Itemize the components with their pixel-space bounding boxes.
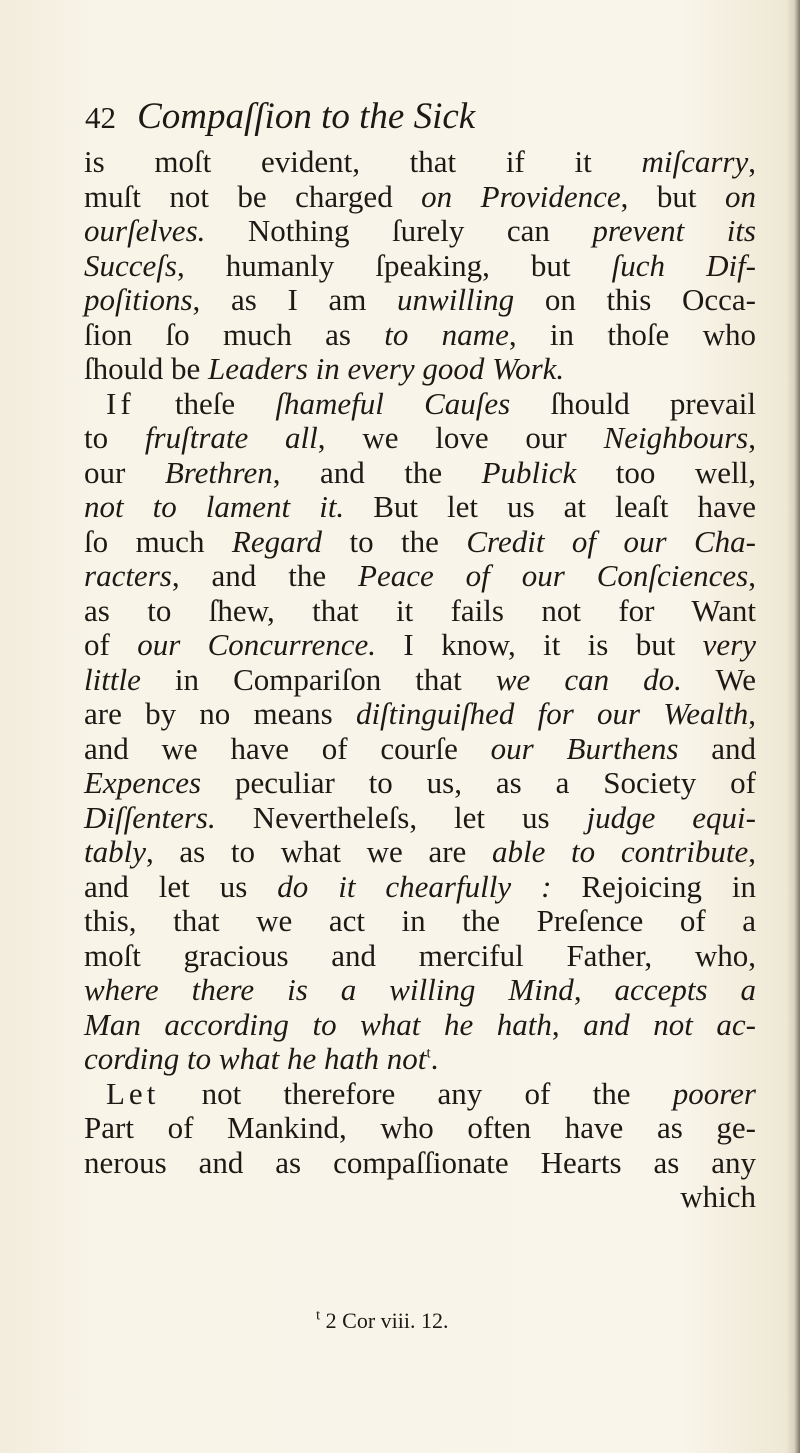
- text-line: [84, 663, 756, 698]
- running-head: [85, 95, 745, 145]
- text-line-rest: [159, 1076, 756, 1111]
- roman-run: ,: [748, 144, 756, 179]
- roman-run: muſt not be charged: [84, 178, 422, 214]
- text-line: [84, 249, 756, 284]
- italic-run: on Providence: [421, 178, 621, 214]
- text-line: [84, 1042, 756, 1077]
- roman-run: , and the: [171, 558, 359, 593]
- italic-run: Peace of our Conſciences: [358, 558, 749, 593]
- roman-run: ſo much: [84, 523, 232, 559]
- roman-run: theſe: [134, 385, 276, 421]
- italic-run: very: [702, 627, 757, 662]
- roman-run: nerous and as compaſſionate Hearts as any: [84, 1144, 756, 1180]
- italic-run: little: [84, 661, 141, 697]
- roman-run: ,: [748, 696, 756, 731]
- roman-run: ſhould prevail: [510, 385, 757, 421]
- roman-run: which: [680, 1179, 756, 1214]
- text-line: [84, 628, 756, 663]
- italic-run: able to contribute: [492, 834, 749, 869]
- footnote-marker: t: [316, 1307, 321, 1324]
- text-line: [84, 318, 756, 353]
- italic-run: Succeſs: [84, 247, 177, 283]
- roman-run: in Compariſon that: [140, 661, 496, 697]
- roman-run: , we love our: [317, 420, 604, 455]
- paragraph-start: [84, 387, 756, 422]
- text-line: [84, 525, 756, 560]
- page-number: 42: [85, 100, 116, 135]
- italic-run: Publick: [481, 454, 577, 490]
- roman-run: moſt gracious and merciful Father, who,: [84, 937, 756, 973]
- roman-run: , as I am: [192, 282, 398, 317]
- roman-run: ,: [551, 1006, 584, 1042]
- italic-run: where there is a willing Mind: [84, 972, 574, 1007]
- text-line: [84, 421, 756, 456]
- text-line: [84, 352, 756, 387]
- italic-run: we can do.: [495, 661, 682, 697]
- roman-run: , in thoſe who: [508, 316, 756, 352]
- italic-run: unwilling: [397, 282, 515, 317]
- italic-run: our Burthens: [490, 730, 679, 766]
- roman-run: of: [84, 627, 138, 662]
- text-line: [84, 214, 756, 249]
- italic-run: diſtinguiſhed for our Wealth: [355, 696, 749, 731]
- roman-run: ſion ſo much as: [84, 316, 385, 352]
- italic-run: ſhameful Cauſes: [275, 385, 511, 421]
- italic-run: poorer: [672, 1075, 756, 1111]
- roman-run: , but: [620, 178, 725, 214]
- roman-run: this, that we act in the Preſence of a: [84, 903, 756, 938]
- text-line: [84, 1008, 756, 1043]
- italic-run: our Concurrence.: [137, 627, 377, 662]
- italic-run: miſcarry: [641, 144, 749, 179]
- running-title: Compaſſion to the Sick: [137, 96, 476, 137]
- small-caps-lead: Let: [106, 1075, 160, 1111]
- italic-run: accepts a: [614, 972, 756, 1007]
- roman-run: peculiar to us, as a Society of: [201, 765, 756, 800]
- roman-run: on this Occa-: [514, 282, 756, 317]
- roman-run: ſhould be: [84, 351, 208, 386]
- italic-run: on: [724, 178, 756, 214]
- italic-run: poſitions: [84, 282, 193, 317]
- roman-run: and let us: [84, 868, 278, 904]
- italic-run: fruſtrate all: [144, 420, 318, 455]
- text-line: [84, 801, 756, 836]
- roman-run: Part of Mankind, who often have as ge-: [84, 1110, 756, 1145]
- italic-run: tably: [84, 834, 146, 869]
- text-line: [84, 835, 756, 870]
- roman-run: to the: [322, 523, 467, 559]
- text-line: [84, 1111, 756, 1146]
- italic-run: Credit of our Cha-: [466, 523, 756, 559]
- catchword: [84, 1180, 756, 1215]
- roman-run: , and the: [272, 454, 482, 490]
- roman-run: are by no means: [84, 696, 356, 731]
- roman-run: ,: [748, 420, 756, 455]
- italic-run: Brethren: [164, 454, 273, 490]
- italic-run: do it chearfully :: [277, 868, 552, 904]
- roman-run: I know, it is but: [376, 627, 703, 662]
- text-line-rest: [135, 386, 756, 421]
- italic-run: racters: [84, 558, 172, 593]
- roman-run: ,: [573, 972, 615, 1007]
- roman-run: Nothing ſurely can: [205, 213, 593, 248]
- italic-run: judge equi-: [586, 799, 756, 835]
- text-line: [84, 697, 756, 732]
- italic-run: to name: [384, 316, 509, 352]
- roman-run: our: [84, 454, 165, 490]
- italic-run: Expences: [84, 765, 202, 800]
- text-line: [84, 973, 756, 1008]
- text-line: [84, 870, 756, 905]
- italic-run: Leaders in every good Work.: [208, 351, 565, 386]
- text-line: [84, 180, 756, 215]
- text-line: [84, 145, 756, 180]
- text-line: [84, 766, 756, 801]
- text-line: [84, 594, 756, 629]
- footnote: [316, 1308, 449, 1334]
- text-line: [84, 939, 756, 974]
- roman-run: Nevertheleſs, let us: [215, 799, 587, 835]
- text-line: [84, 1146, 756, 1181]
- roman-run: , humanly ſpeaking, but: [176, 247, 612, 283]
- italic-run: and not ac-: [583, 1006, 756, 1042]
- roman-run: But let us at leaſt have: [344, 489, 756, 524]
- roman-run: too well,: [576, 454, 756, 490]
- roman-run: and: [678, 730, 757, 766]
- roman-run: ,: [748, 834, 757, 869]
- text-line: [84, 490, 756, 525]
- italic-run: ourſelves.: [84, 213, 206, 248]
- roman-run: We: [681, 661, 756, 697]
- roman-run: and we have of courſe: [84, 730, 491, 766]
- paragraph-start: [84, 1077, 756, 1112]
- italic-run: cording to what he hath not: [84, 1041, 427, 1076]
- text-line: [84, 559, 756, 594]
- italic-run: Diſſenters.: [84, 799, 216, 835]
- text-line: [84, 283, 756, 318]
- roman-run: is moſt evident, that if it: [84, 144, 642, 179]
- italic-run: Man according to what he hath: [84, 1006, 552, 1042]
- page-edge-shadow: [786, 0, 800, 1453]
- small-caps-lead: If: [106, 385, 135, 421]
- roman-run: , as to what we are: [146, 834, 492, 869]
- footnote-reference: t: [426, 1045, 431, 1062]
- body-text: [84, 145, 756, 1215]
- roman-run: .: [430, 1041, 439, 1076]
- italic-run: Neighbours: [603, 420, 749, 455]
- roman-run: to: [84, 420, 145, 455]
- italic-run: ſuch Dif-: [611, 247, 757, 283]
- text-line: [84, 456, 756, 491]
- text-line: [84, 732, 756, 767]
- text-line: [84, 904, 756, 939]
- roman-run: Rejoicing in: [551, 868, 756, 904]
- footnote-text: 2 Cor viii. 12.: [320, 1308, 449, 1333]
- italic-run: not to lament it.: [84, 489, 345, 524]
- italic-run: Regard: [231, 523, 323, 559]
- roman-run: ,: [748, 558, 756, 593]
- italic-run: prevent its: [592, 213, 756, 248]
- roman-run: as to ſhew, that it fails not for Want: [84, 592, 756, 628]
- roman-run: not therefore any of the: [159, 1075, 673, 1111]
